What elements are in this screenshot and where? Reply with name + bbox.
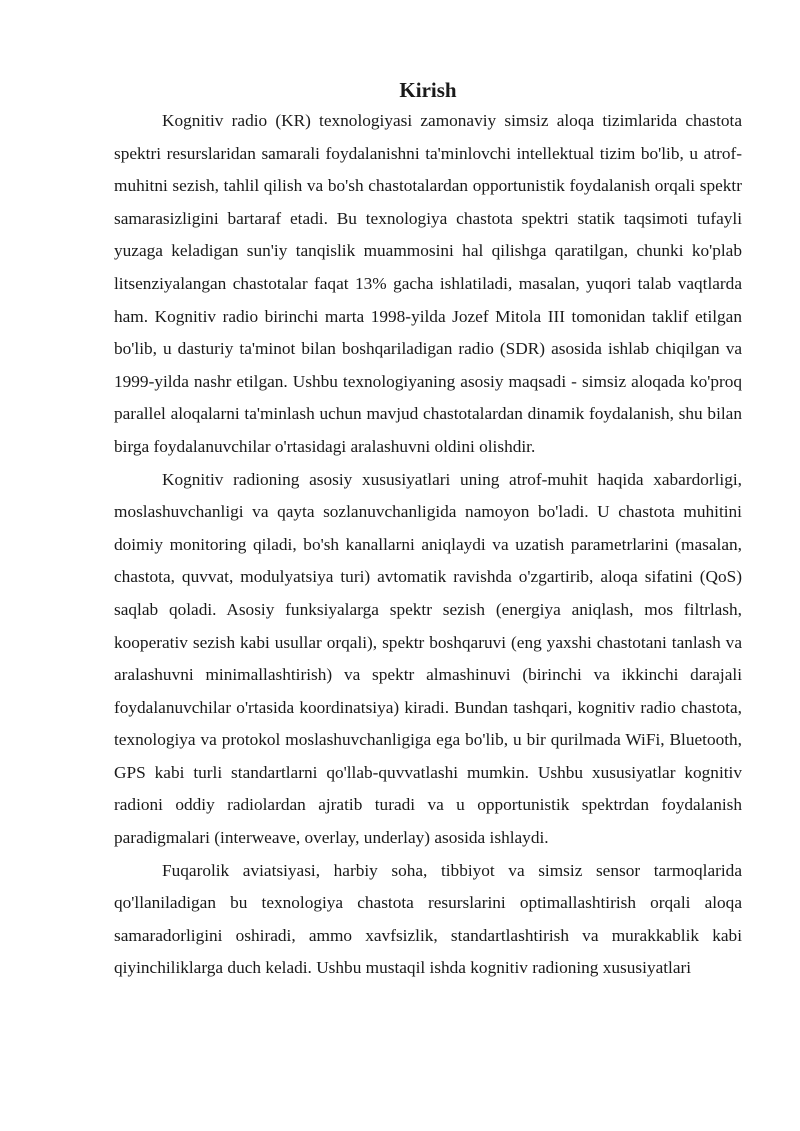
paragraph-features: Kognitiv radioning asosiy xususiyatlari uning atrof-muhit haqida xabardorligi, moslashuvchanligi va qayta sozlanuvchanligida namoyon bo'ladi. U chastota muhitini doimiy monitoring qiladi, bo'sh kanallarni aniqlaydi va uzatish parametrlarini (masalan, chastota, quvvat, modulyatsiya turi) avtomatik ravishda o'zgartirib, aloqa sifatini (QoS) saqlab qoladi. Asosiy funksiyalarga spektr sezish (energiya aniqlash, mos filtrlash, kooperativ sezish kabi usullar orqali), spektr boshqaruvi (eng yaxshi chastotani tanlash va aralashuvni minimallashtirish) va spektr almashinuvi (birinchi va ikkinchi darajali foydalanuvchilar o'rtasida koordinatsiya) kiradi. Bundan tashqari, kognitiv radio chastota, texnologiya va protokol moslashuvchanligiga ega bo'lib, u bir qurilmada WiFi, Bluetooth, GPS kabi turli standartlarni qo'llab-quvvatlashi mumkin. Ushbu xususiyatlar kognitiv radioni oddiy radiolardan ajratib turadi va u opportunistik spektrdan foydalanish paradigmalari (interweave, overlay, underlay) asosida ishlaydi.: [114, 469, 742, 848]
document-body: [114, 76, 742, 985]
page-title: Kirish: [399, 78, 457, 102]
paragraph-intro: Kognitiv radio (KR) texnologiyasi zamonaviy simsiz aloqa tizimlarida chastota spektri resurslaridan samarali foydalanishni ta'minlovchi intellektual tizim bo'lib, u atrof-muhitni sezish, tahlil qilish va bo'sh chastotalardan opportunistik foydalanish orqali spektr samarasizligini bartaraf etadi. Bu texnologiya chastota spektri statik taqsimoti tufayli yuzaga keladigan sun'iy tanqislik muammosini hal qilishga qaratilgan, chunki ko'plab litsenziyalangan chastotalar faqat 13% gacha ishlatiladi, masalan, yuqori talab vaqtlarda ham. Kognitiv radio birinchi marta 1998-yilda Jozef Mitola III tomonidan taklif etilgan bo'lib, u dasturiy ta'minot bilan boshqariladigan radio (SDR) asosida ishlab chiqilgan va 1999-yilda nashr etilgan. Ushbu texnologiyaning asosiy maqsadi - simsiz aloqada ko'proq parallel aloqalarni ta'minlash uchun mavjud chastotalardan dinamik foydalanish, shu bilan birga foydalanuvchilar o'rtasidagi aralashuvni oldini olishdir.: [114, 111, 742, 456]
paragraph-applications: Fuqarolik aviatsiyasi, harbiy soha, tibbiyot va simsiz sensor tarmoqlarida qo'llaniladigan bu texnologiya chastota resurslarini optimallashtirish orqali aloqa samaradorligini oshiradi, ammo xavfsizlik, standartlashtirish va murakkablik kabi qiyinchiliklarga duch keladi. Ushbu mustaqil ishda kognitiv radioning xususiyatlari: [114, 860, 742, 978]
